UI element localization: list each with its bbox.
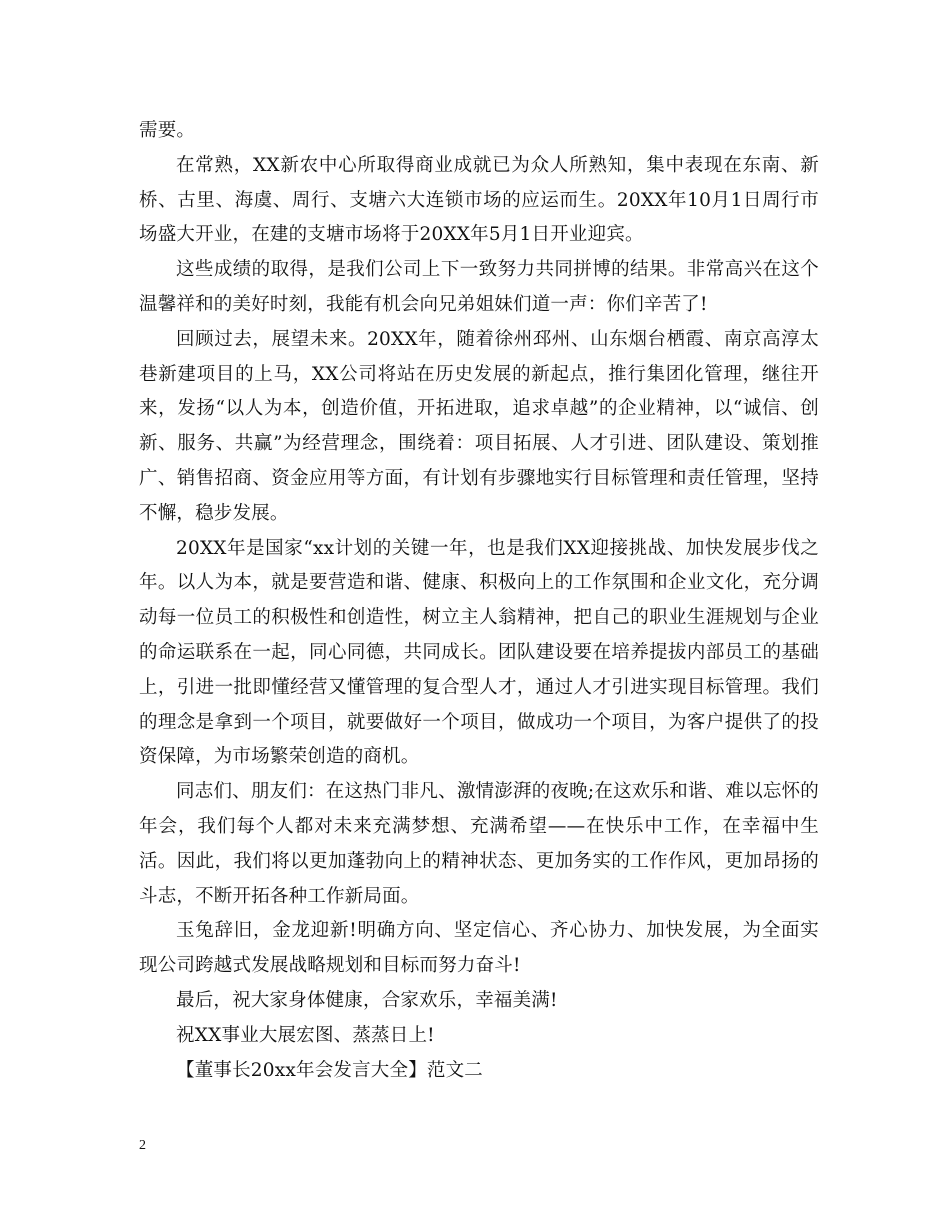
paragraph: 20XX年是国家“xx计划的关键一年，也是我们XX迎接挑战、加快发展步伐之年。以人为本，就是要营造和谐、健康、积极向上的工作氛围和企业文化，充分调动每一位员工的积极性和创造性，树立主人翁精神，把自己的职业生涯规划与企业的命运联系在一起，同心同德，共同成长。团队建设要在培养提拔内部员工的基础上，引进一批即懂经营又懂管理的复合型人才，通过人才引进实现目标管理。我们的理念是拿到一个项目，就要做好一个项目，做成功一个项目，为客户提供了的投资保障，为市场繁荣创造的商机。 xyxy=(139,537,819,768)
body-text xyxy=(139,114,819,1088)
paragraph: 同志们、朋友们：在这热门非凡、激情澎湃的夜晚;在这欢乐和谐、难以忘怀的年会，我们每个人都对未来充满梦想、充满希望——在快乐中工作，在幸福中生活。因此，我们将以更加蓬勃向上的精神状态、更加务实的工作作风，更加昂扬的斗志，不断开拓各种工作新局面。 xyxy=(139,781,819,907)
page-number: 2 xyxy=(139,1138,146,1153)
paragraph: 这些成绩的取得，是我们公司上下一致努力共同拼博的结果。非常高兴在这个温馨祥和的美好时刻，我能有机会向兄弟姐妹们道一声：你们辛苦了! xyxy=(139,259,819,315)
paragraph: 祝XX事业大展宏图、蒸蒸日上! xyxy=(176,1024,435,1046)
paragraph: 需要。 xyxy=(139,120,196,141)
paragraph: 在常熟，XX新农中心所取得商业成就已为众人所熟知，集中表现在东南、新桥、古里、海虞、周行、支塘六大连锁市场的应运而生。20XX年10月1日周行市场盛大开业，在建的支塘市场将于20XX年5月1日开业迎宾。 xyxy=(139,154,819,246)
paragraph: 最后，祝大家身体健康，合家欢乐，幸福美满! xyxy=(176,989,558,1011)
paragraph: 回顾过去，展望未来。20XX年，随着徐州邳州、山东烟台栖霞、南京高淳太巷新建项目的上马，XX公司将站在历史发展的新起点，推行集团化管理，继往开来，发扬“以人为本，创造价值，开拓进取，追求卓越”的企业精神，以“诚信、创新、服务、共赢”为经营理念，围绕着：项目拓展、人才引进、团队建设、策划推广、销售招商、资金应用等方面，有计划有步骤地实行目标管理和责任管理，坚持不懈，稳步发展。 xyxy=(139,328,819,524)
paragraph: 玉兔辞旧，金龙迎新!明确方向、坚定信心、齐心协力、加快发展，为全面实现公司跨越式发展战略规划和目标而努力奋斗! xyxy=(139,920,819,977)
section-heading: 【董事长20xx年会发言大全】范文二 xyxy=(176,1059,484,1081)
